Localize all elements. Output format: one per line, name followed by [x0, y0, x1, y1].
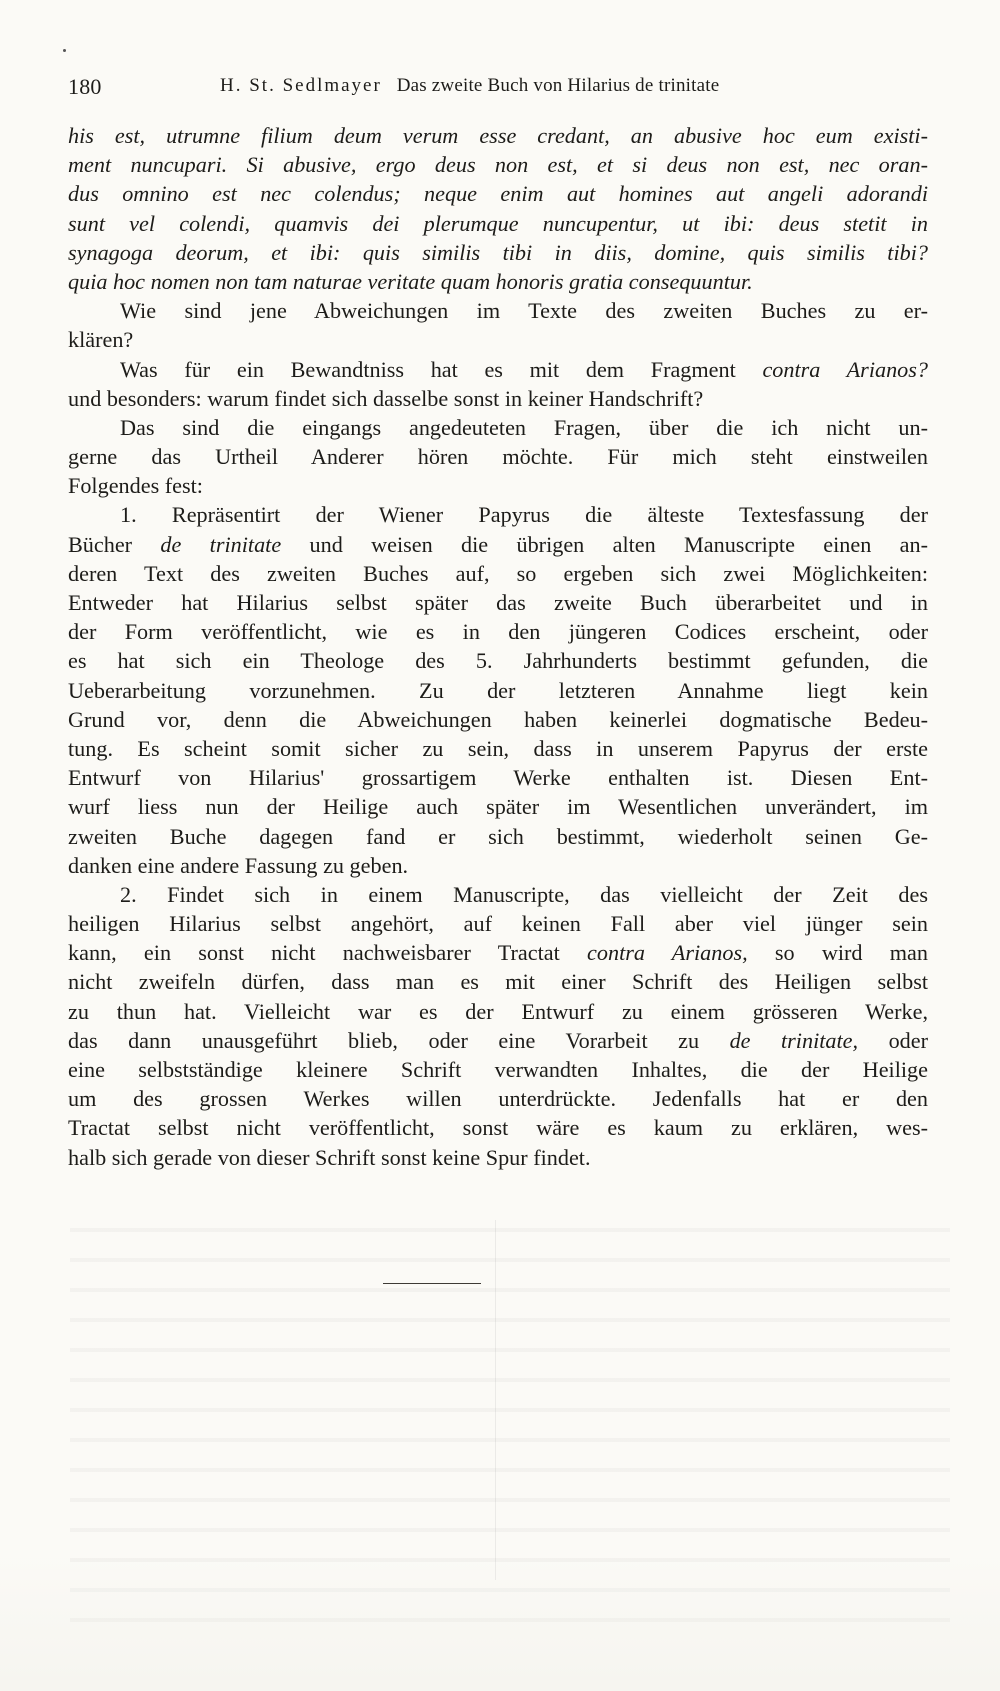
latin-line: quia hoc nomen non tam naturae veritate quam honoris gratia consequuntur. — [68, 268, 753, 294]
paragraph-line: es hat sich ein Theologe des 5. Jahrhunderts bestimmt gefunden, die — [68, 648, 928, 674]
paragraph-line: Wie sind jene Abweichungen im Texte des zweiten Buches zu er- — [120, 298, 928, 324]
reverse-side-bleed-through — [70, 1210, 950, 1630]
paragraph-line: das dann unausgeführt blieb, oder eine Vorarbeit zu de trinitate, oder — [68, 1027, 928, 1053]
paragraph-line: 1. Repräsentirt der Wiener Papyrus die älteste Textesfassung der — [120, 502, 928, 528]
paragraph-line: halb sich gerade von dieser Schrift sonst keine Spur findet. — [68, 1144, 591, 1170]
page-number: 180 — [68, 74, 102, 99]
book-title: Das zweite Buch von Hilarius de trinitate — [396, 75, 720, 96]
paragraph-line: Das sind die eingangs angedeuteten Fragen, über die ich nicht un- — [120, 414, 928, 440]
italic-term: de trinitate, — [729, 1027, 859, 1053]
italic-term: contra Arianos? — [762, 356, 928, 382]
paragraph-line: zu thun hat. Vielleicht war es der Entwurf zu einem grösseren Werke, — [68, 998, 928, 1024]
paragraph-line: nicht zweifeln dürfen, dass man es mit einer Schrift des Heiligen selbst — [68, 969, 928, 995]
paragraph-line: und besonders: warum findet sich dasselbe sonst in keiner Handschrift? — [68, 385, 704, 411]
paragraph-line: Entweder hat Hilarius selbst später das zweite Buch überarbeitet und in — [68, 590, 928, 615]
paragraph-line: kann, ein sonst nicht nachweisbarer Tractat contra Arianos, so wird man — [68, 940, 928, 966]
running-header — [68, 74, 928, 104]
section-divider — [383, 1283, 481, 1284]
paragraph-line: der Form veröffentlicht, wie es in den jüngeren Codices erscheint, oder — [68, 619, 928, 645]
paragraph-line: Grund vor, denn die Abweichungen haben keinerlei dogmatische Bedeu- — [68, 706, 928, 732]
paragraph-line: heiligen Hilarius selbst angehört, auf keinen Fall aber viel jünger sein — [68, 911, 928, 937]
paragraph-line: Was für ein Bewandtniss hat es mit dem Fragment contra Arianos? — [120, 356, 928, 382]
paragraph-line: um des grossen Werkes willen unterdrückte. Jedenfalls hat er den — [68, 1086, 928, 1112]
header-spacer — [387, 75, 392, 96]
latin-line: dus omnino est nec colendus; neque enim aut homines aut angeli adorandi — [68, 181, 928, 207]
latin-line: ment nuncupari. Si abusive, ergo deus non est, et si deus non est, nec oran- — [68, 152, 928, 178]
paragraph-line: klären? — [68, 327, 134, 353]
paragraph-line: zweiten Buche dagegen fand er sich bestimmt, wiederholt seinen Ge- — [68, 823, 928, 849]
italic-term: contra Arianos, — [587, 940, 748, 966]
page-speck — [63, 49, 66, 52]
paragraph-line: Tractat selbst nicht veröffentlicht, sonst wäre es kaum zu erklären, wes- — [68, 1115, 928, 1141]
main-text — [68, 121, 928, 1172]
latin-line: synagoga deorum, et ibi: quis similis tibi in diis, domine, quis similis tibi? — [68, 239, 928, 265]
paragraph-line: tung. Es scheint somit sicher zu sein, dass in unserem Papyrus der erste — [68, 735, 928, 761]
latin-line: sunt vel colendi, quamvis dei plerumque nuncupentur, ut ibi: deus stetit in — [68, 210, 928, 236]
paragraph-line: Folgendes fest: — [68, 473, 203, 499]
page-bottom-shade — [0, 1551, 1000, 1691]
latin-line: his est, utrumne filium deum verum esse credant, an abusive hoc eum existi- — [68, 123, 928, 148]
paragraph-line: Bücher de trinitate und weisen die übrigen alten Manuscripte einen an- — [68, 531, 928, 557]
paragraph-line: 2. Findet sich in einem Manuscripte, das vielleicht der Zeit des — [120, 881, 928, 907]
paragraph-line: danken eine andere Fassung zu geben. — [68, 852, 409, 878]
paragraph-line: gerne das Urtheil Anderer hören möchte. Für mich steht einstweilen — [68, 444, 928, 470]
reverse-side-column-shadow — [495, 1220, 496, 1580]
italic-term: de trinitate — [160, 531, 282, 557]
running-title — [220, 75, 719, 97]
paragraph-line: eine selbstständige kleinere Schrift verwandten Inhaltes, die der Heilige — [68, 1057, 928, 1082]
paragraph-line: Ueberarbeitung vorzunehmen. Zu der letzteren Annahme liegt kein — [68, 677, 928, 703]
paragraph-line: wurf liess nun der Heilige auch später im Wesentlichen unverändert, im — [68, 794, 928, 820]
paragraph-line: deren Text des zweiten Buches auf, so ergeben sich zwei Möglichkeiten: — [68, 560, 928, 586]
paragraph-line: Entwurf von Hilarius' grossartigem Werke enthalten ist. Diesen Ent- — [68, 765, 928, 791]
author-name: H. St. Sedlmayer — [220, 75, 382, 96]
